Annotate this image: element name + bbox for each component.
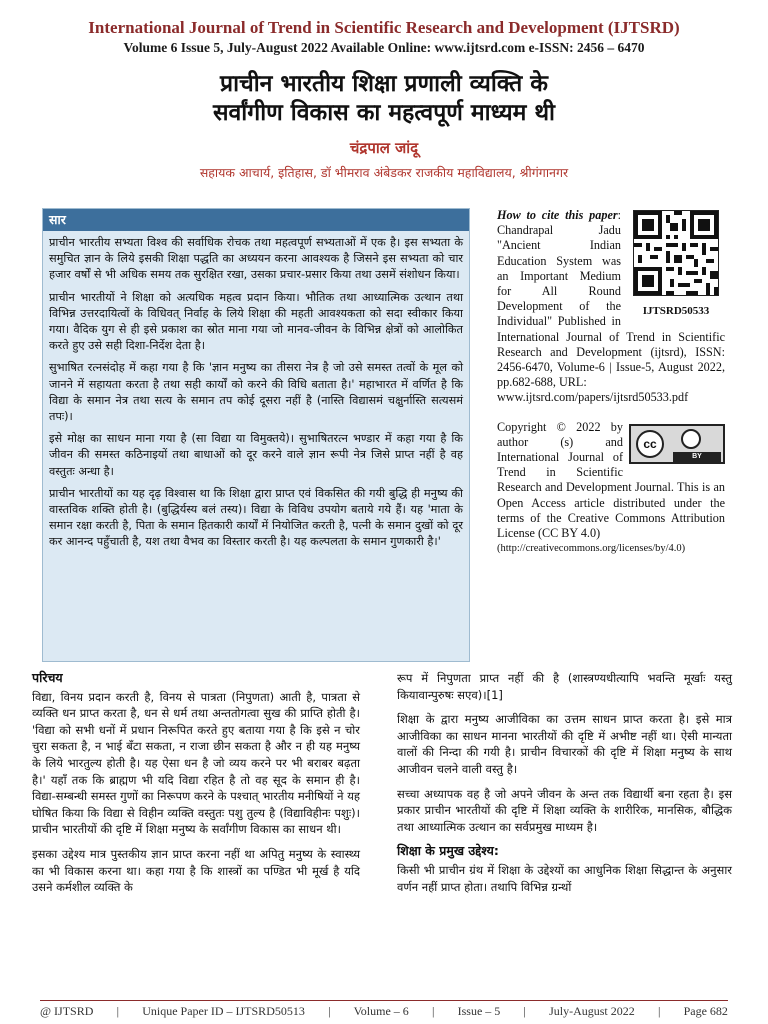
paper-title-line-2: सर्वांगीण विकास का महत्वपूर्ण माध्यम थी	[212, 100, 556, 126]
citation-label: How to cite this paper	[497, 208, 618, 222]
abstract-paragraph: प्राचीन भारतीयों ने शिक्षा को अत्यधिक महत्व प्रदान किया। भौतिक तथा आध्यात्मिक उत्थान तथा विभिन्न उत्तरदायित्वों के विधिवत् निर्वाह के लिये शिक्षा की महती आवश्यकता को सदा स्वीकार किया गया। वैदिक युग से ही इसे प्रकाश का स्रोत माना गया जो मानव-जीवन के विभिन्न क्षेत्रों को आलोकित करते हुए उसे सही दिशा-निर्देश देता है।	[49, 290, 463, 353]
body-paragraph: रूप में निपुणता प्राप्त नहीं की है (शास्त्रण्यधीत्यापि भवन्ति मूर्खाः यस्तु कियावान्पुरुषः सएव)।[1]	[397, 671, 732, 702]
author-name: चंद्रपाल जांदू	[349, 139, 419, 157]
qr-block	[627, 210, 725, 319]
footer-date: July-August 2022	[549, 1003, 635, 1018]
page-footer	[40, 1002, 728, 1020]
body-right-column	[397, 670, 732, 903]
qr-code-icon	[633, 210, 719, 296]
journal-volume-line: Volume 6 Issue 5, July-August 2022 Available Online: www.ijtsrd.com e-ISSN: 2456 – 6470	[123, 40, 645, 55]
footer-publisher: @ IJTSRD	[40, 1003, 94, 1018]
abstract-paragraph: इसे मोक्ष का साधन माना गया है (सा विद्या या विमुक्तये)। सुभाषितरत्न भण्डार में कहा गया है कि जीवन की समस्त कठिनाइयों तथा बाधाओं को दूर करने वाले ज्ञान रूपी नेत्र जिसे प्राप्त नहीं है वह वस्तुतः अन्धा है।	[49, 432, 463, 478]
cc-by-license-icon[interactable]	[629, 424, 725, 464]
abstract-paragraph: सुभाषित रत्नसंदोह में कहा गया है कि 'ज्ञान मनुष्य का तीसरा नेत्र है जो उसे समस्त तत्वों के मूल को जानने में सहायता करता है तथा सही कार्यों को करने की विधि बताता है।' महाभारत में वर्णित है कि विद्या के समान नेत्र तथा सत्य के समान तप कोई दूसरा नहीं है (नास्ति विद्यासमं चक्षुर्नास्ति सत्यसमं तपः)।	[49, 361, 463, 424]
footer-issue: Issue – 5	[457, 1003, 501, 1018]
qr-paper-id: IJTSRD50533	[642, 305, 710, 318]
body-paragraph: इसका उद्देश्य मात्र पुस्तकीय ज्ञान प्राप्त करना नहीं था अपितु मनुष्य के स्वास्थ्य का भी विकास करना था। कहा गया है कि शास्त्रों का पण्डित भी मूर्ख है यदि उसने कर्मशील व्यक्ति के	[32, 846, 360, 895]
body-paragraph: किसी भी प्राचीन ग्रंथ में शिक्षा के उद्देश्यों का आधुनिक शिक्षा सिद्धान्त के अनुसार वर्णन नहीं प्राप्त होता। तथापि विभिन्न ग्रन्थों	[397, 862, 732, 894]
abstract-body	[43, 231, 469, 551]
abstract-paragraph: प्राचीन भारतीय सभ्यता विश्व की सर्वाधिक रोचक तथा महत्वपूर्ण सभ्यताओं में एक है। इस सभ्यता के समुचित ज्ञान के लिये इसकी शिक्षा पद्धति का अध्ययन करना आवश्यक है जिसने इस सभ्यता को चार हजार वर्षों से भी अधिक समय तक सुरक्षित रखा, उसका प्रचार-प्रसार किया तथा उसमें संशोधन किया।	[49, 236, 463, 282]
footer-separator: |	[432, 1003, 435, 1018]
copyright-text: Copyright © 2022 by author (s) and International Journal of Trend in Scientific Research and Development Journal. This is an Open Access article distributed under the terms of the Creative Commons Attribution License (CC BY 4.0)	[497, 419, 725, 541]
intro-heading: परिचय	[32, 670, 63, 685]
body-paragraph: शिक्षा के द्वारा मनुष्य आजीविका का उत्तम साधन प्राप्त करता है। इसे मात्र आजीविका का साधन मानना भारतीयों की दृष्टि में अभीष्ट नहीं था। ऐसी मान्यता वालों की निन्दा की गयी है। प्राचीन विचारकों की दृष्टि में शिक्षा मनुष्य के साथ आजीवन चलने वाली वस्तु है।	[397, 712, 732, 776]
by-label: BY	[673, 452, 721, 462]
citation-url[interactable]: www.ijtsrd.com/papers/ijtsrd50533.pdf	[497, 390, 689, 405]
attribution-person-icon	[681, 429, 701, 449]
cc-icon: cc	[636, 430, 664, 458]
footer-separator: |	[657, 1003, 661, 1018]
footer-volume: Volume – 6	[353, 1003, 409, 1018]
body-left-column	[32, 670, 360, 904]
author-affiliation: सहायक आचार्य, इतिहास, डॉ भीमराव अंबेडकर राजकीय महाविद्यालय, श्रीगंगानगर	[199, 165, 569, 180]
citation-text: : Chandrapal Jadu "Ancient Indian Education System was an Important Medium for All Round Development of the Individual" Published in International Journal of Trend in Scientific Research and Development (ijtsrd), ISSN: 2456-6470, Volume-6 | Issue-5, August 2022, pp.682-688, URL:	[497, 208, 725, 390]
footer-separator: |	[116, 1003, 119, 1018]
citation-block	[497, 208, 725, 406]
paper-title-line-1: प्राचीन भारतीय शिक्षा प्रणाली व्यक्ति के	[220, 71, 548, 97]
abstract-heading: सार	[43, 209, 469, 231]
abstract-box	[42, 208, 470, 662]
body-paragraph: विद्या, विनय प्रदान करती है, विनय से पात्रता (निपुणता) आती है, पात्रता से व्यक्ति धन प्राप्त करता है, धन से धर्म तथा अन्ततोगत्वा सुख की प्राप्ति होती है। 'विद्या को सभी धनों में प्रधान निरूपित करते हुए बताया गया है कि इसे न चोर चुरा सकता है, न भाई बँटा सकता, न राजा छीन सकता है और न ही यह मनुष्य के लिये भारतुल्य होती है। यह ऐसा धन है जो व्यय करने पर भी बराबर बढ़ता है।' यहाँ तक कि ब्राह्मण भी यदि विद्या रहित है तो वह सूद के समान ही है। विद्या-सम्बन्धी समस्त गुणों का निरूपण करने के पश्चात् भारतीय मनीषियों ने यह घोषित किया कि विद्या से विहीन व्यक्ति वस्तुतः पशु तुल्य है (विद्याविहीनः पशुः)। प्राचीन भारतीयों की दृष्टि में शिक्षा मनुष्य के सर्वांगीण विकास का साधन थी।	[32, 689, 360, 837]
footer-separator: |	[523, 1003, 526, 1018]
objectives-heading: शिक्षा के प्रमुख उद्देश्य:	[397, 843, 499, 859]
copyright-block	[497, 420, 725, 557]
footer-page-number: Page 682	[683, 1003, 728, 1018]
footer-paper-id: Unique Paper ID – IJTSRD50513	[142, 1003, 305, 1018]
footer-separator: |	[328, 1003, 331, 1018]
abstract-paragraph: प्राचीन भारतीयों का यह दृढ़ विश्वास था कि शिक्षा द्वारा प्राप्त एवं विकसित की गयी बुद्धि ही मनुष्य की वास्तविक शक्ति होती है। (बुद्धिर्यस्य बलं तस्य)। विद्या के विविध उपयोग बताये गये हैं। यह 'माता के समान रक्षा करती है, पिता के समान हितकारी कार्यों में नियोजित करती है, पत्नी के समान दुखों को दूर कर आनन्द पहुँचाती है, यश तथा वैभव का विस्तार करती है। यह कल्पलता के समान गुणकारी है।'	[49, 486, 463, 549]
body-paragraph: सच्चा अध्यापक वह है जो अपने जीवन के अन्त तक विद्यार्थी बना रहता है। इस प्रकार प्राचीन भारतीयों की दृष्टि में शिक्षा व्यक्ति के शारीरिक, मानसिक, बौद्धिक तथा आध्यात्मिक उत्थान का सर्वप्रमुख माध्यम है।	[397, 786, 732, 834]
journal-title: International Journal of Trend in Scientific Research and Development (IJTSRD)	[88, 18, 680, 37]
footer-divider	[40, 1000, 728, 1001]
license-url[interactable]: (http://creativecommons.org/licenses/by/4.0)	[497, 543, 686, 555]
paper-title	[0, 70, 768, 128]
citation-column	[497, 208, 725, 556]
